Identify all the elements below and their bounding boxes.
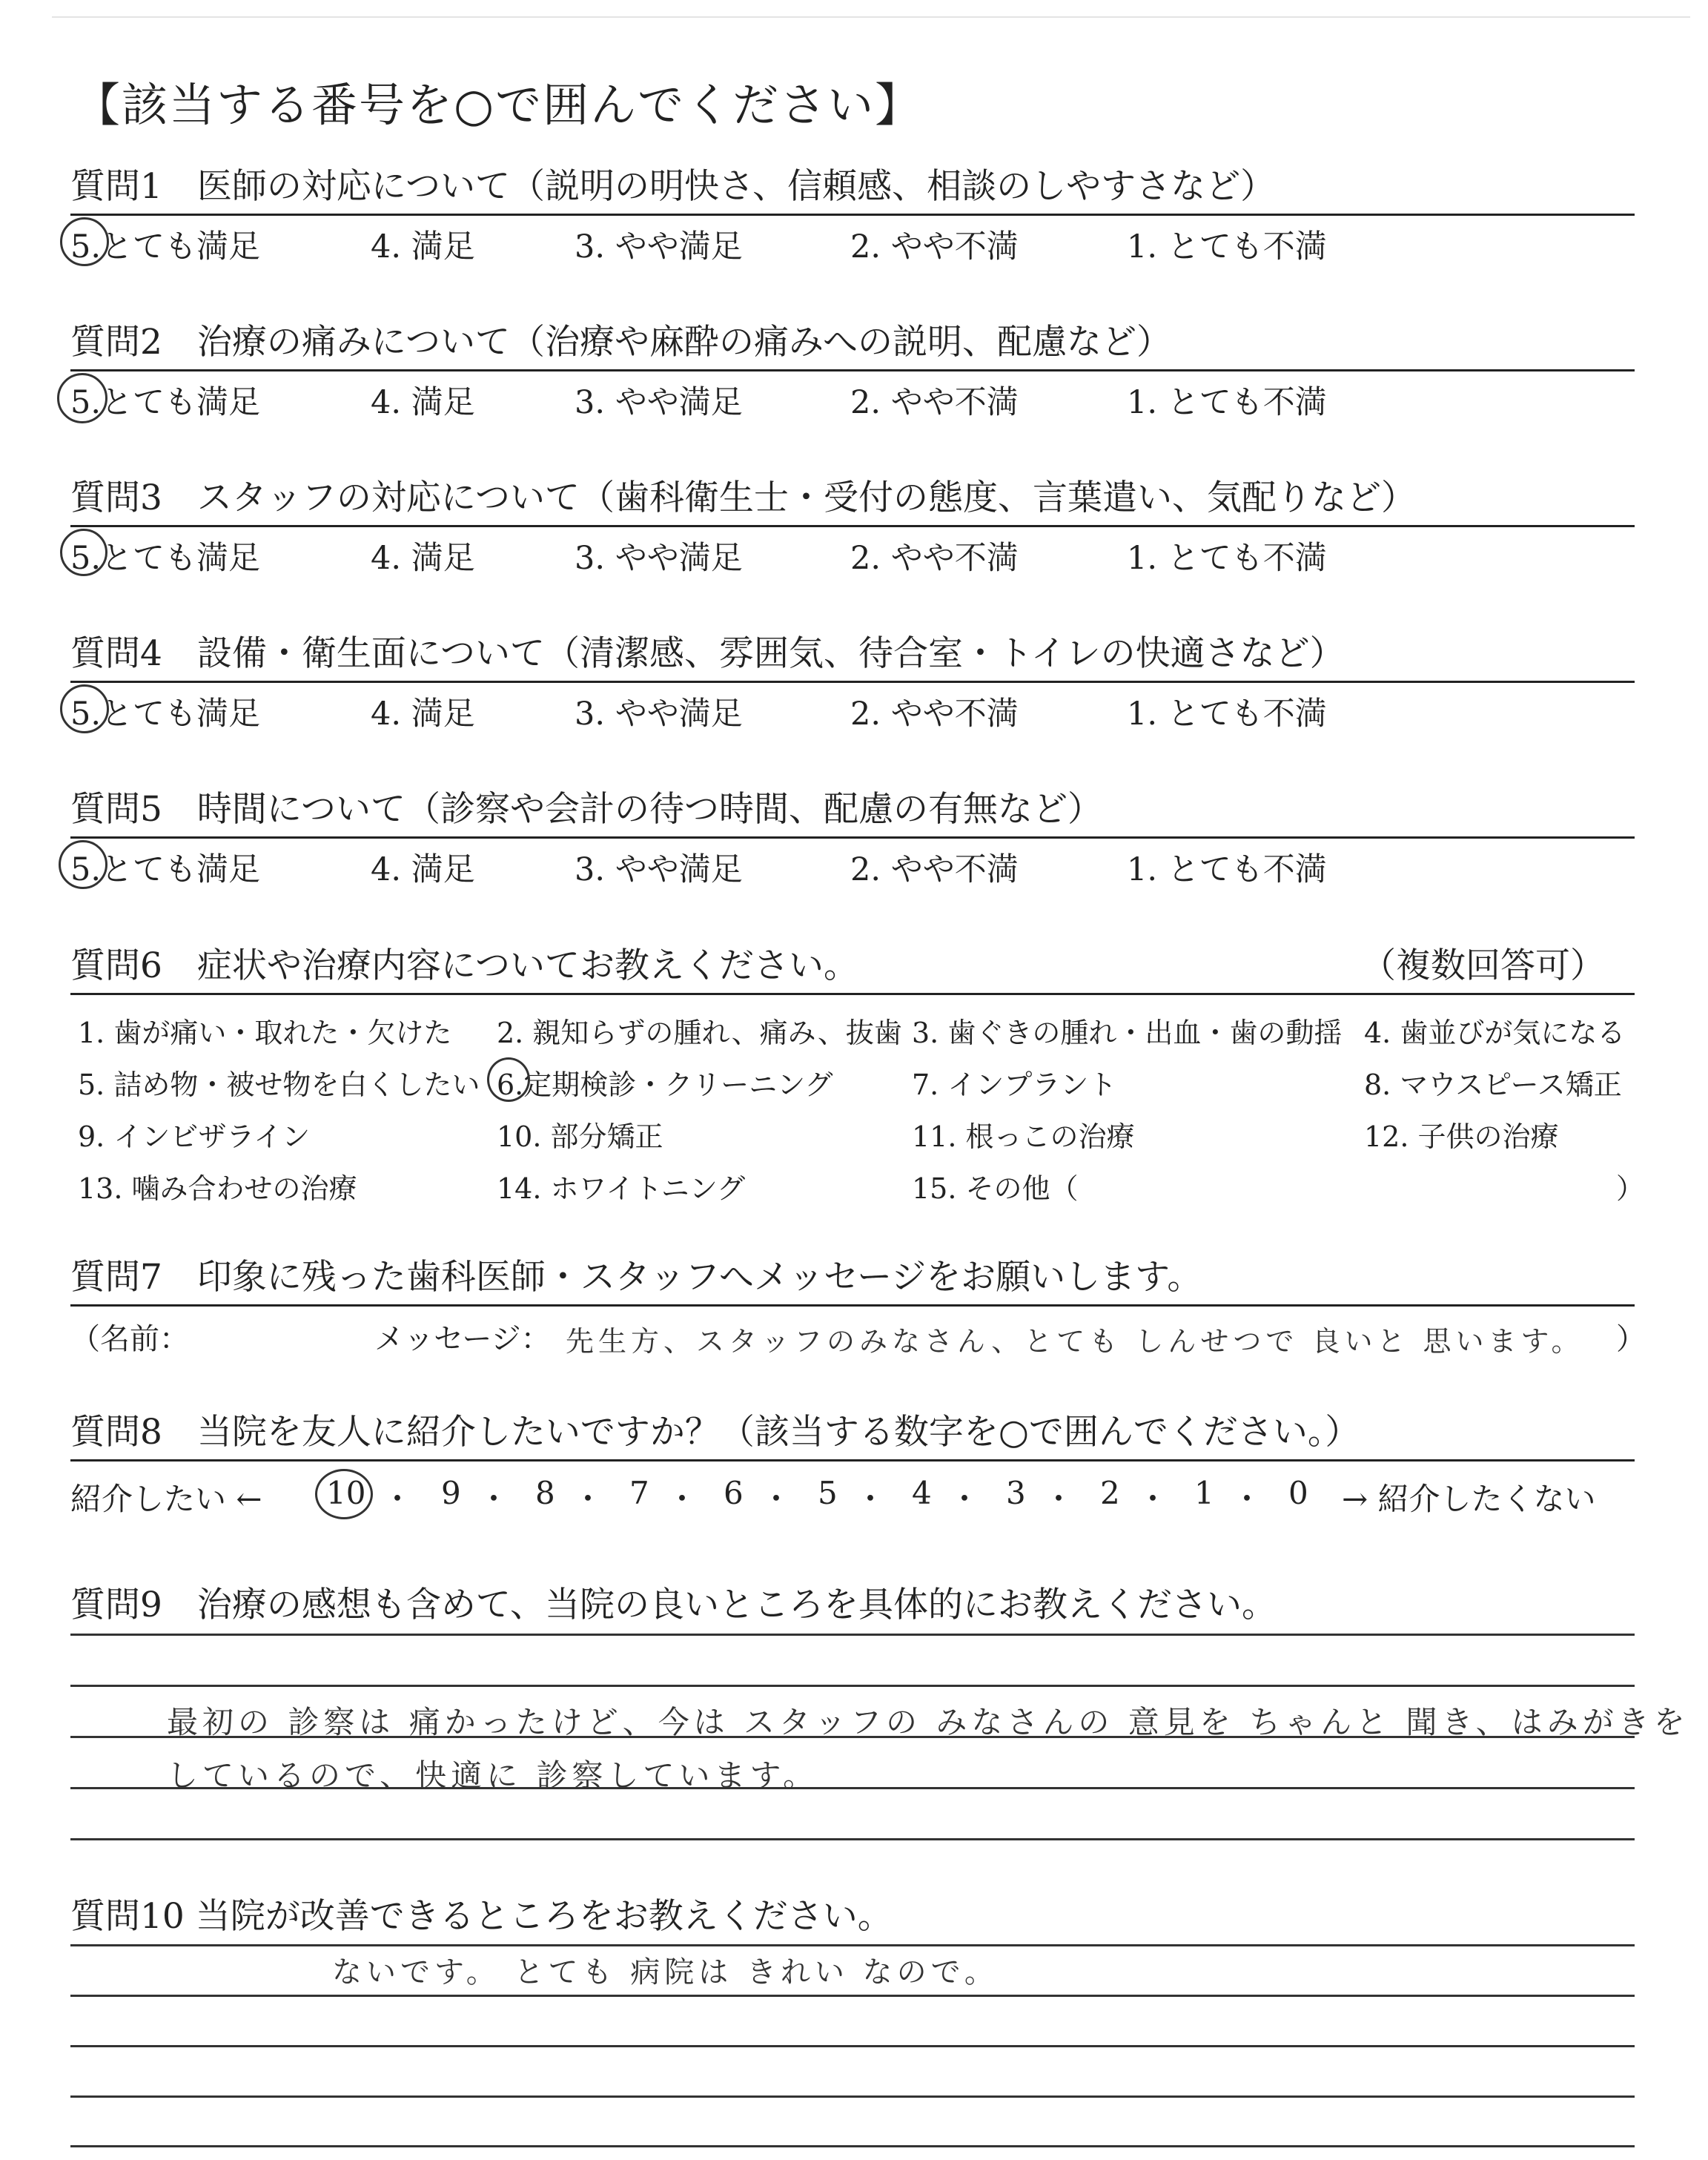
question-title [70, 944, 1635, 988]
rating-option-4[interactable]: 4. 満足 [371, 540, 475, 577]
answer-line [70, 2145, 1635, 2147]
symptom-option-6[interactable]: 6.定期検診・クリーニング [497, 1069, 833, 1101]
symptom-option-3[interactable]: 3. 歯ぐきの腫れ・出血・歯の動揺 [912, 1017, 1343, 1049]
question-title: 質問7 印象に残った歯科医師・スタッフへメッセージをお願いします。 [70, 1257, 1202, 1298]
rating-option-2[interactable]: 2. やや不満 [850, 851, 1019, 888]
question-1 [70, 165, 1635, 268]
scale-separator: ・ [761, 1481, 792, 1517]
rating-option-2[interactable]: 2. やや不満 [850, 540, 1019, 577]
question-divider [70, 369, 1635, 371]
rating-option-4[interactable]: 4. 満足 [371, 228, 475, 265]
rating-option-5[interactable]: 5.とても満足 [70, 851, 261, 888]
rating-option-3[interactable]: 3. やや満足 [575, 540, 743, 577]
question-title: 質問10 当院が改善できるところをお教えください。 [70, 1896, 893, 1937]
rating-options [70, 689, 1635, 735]
question-divider [70, 1459, 1635, 1462]
rating-options [70, 377, 1635, 423]
handwritten-answer-line: 最初の 診察は 痛かったけど、今は スタッフの みなさんの 意見を ちゃんと 聞き、はみがきを [167, 1704, 1689, 1740]
scale-separator: ・ [382, 1481, 414, 1517]
rating-option-1[interactable]: 1. とても不満 [1127, 384, 1327, 421]
symptom-option-11[interactable]: 11. 根っこの治療 [912, 1120, 1135, 1153]
question-2 [70, 320, 1635, 423]
answer-line [70, 1685, 1635, 1687]
rating-option-5[interactable]: 5.とても満足 [70, 696, 261, 733]
answer-line [70, 1634, 1635, 1636]
question-divider [70, 993, 1635, 995]
symptom-option-14[interactable]: 14. ホワイトニング [497, 1172, 746, 1205]
message-close-paren: ） [1616, 1322, 1646, 1356]
handwritten-answer-line: ないです。 とても 病院は きれい なので。 [332, 1955, 999, 1989]
rating-option-4[interactable]: 4. 満足 [371, 696, 475, 733]
rating-option-2[interactable]: 2. やや不満 [850, 384, 1019, 421]
scale-separator: ・ [478, 1481, 510, 1517]
scale-separator: ・ [949, 1481, 981, 1517]
selection-circle-mark [57, 373, 107, 423]
scale-separator: ・ [666, 1481, 698, 1517]
rating-option-4[interactable]: 4. 満足 [371, 851, 475, 888]
selection-circle-mark [60, 217, 109, 266]
question-title-text: 質問6 症状や治療内容についてお教えください。 [70, 945, 858, 986]
scale-value-6[interactable]: 6 [724, 1475, 744, 1511]
scale-value-4[interactable]: 4 [912, 1475, 932, 1511]
rating-option-1[interactable]: 1. とても不満 [1127, 228, 1327, 265]
scale-value-8[interactable]: 8 [535, 1475, 555, 1511]
rating-option-5[interactable]: 5.とても満足 [70, 384, 261, 421]
selection-circle-mark [315, 1469, 373, 1519]
symptom-option-15[interactable]: 15. その他（ [912, 1172, 1079, 1205]
question-9 [70, 1583, 1635, 1628]
symptom-option-1[interactable]: 1. 歯が痛い・取れた・欠けた [78, 1017, 452, 1049]
rating-option-2[interactable]: 2. やや不満 [850, 696, 1019, 733]
symptom-option-13[interactable]: 13. 噛み合わせの治療 [78, 1172, 357, 1205]
scale-value-3[interactable]: 3 [1006, 1475, 1026, 1511]
handwritten-answer-line: しているので、快適に 診察しています。 [167, 1757, 819, 1794]
question-5 [70, 787, 1635, 891]
name-label: （名前： [70, 1322, 189, 1356]
rating-option-3[interactable]: 3. やや満足 [575, 851, 743, 888]
question-6 [70, 944, 1645, 1218]
rating-option-3[interactable]: 3. やや満足 [575, 228, 743, 265]
scale-value-2[interactable]: 2 [1100, 1475, 1120, 1511]
message-label: メッセージ： [374, 1322, 551, 1356]
question-title: 質問2 治療の痛みについて（治療や麻酔の痛みへの説明、配慮など） [70, 322, 1172, 363]
question-3 [70, 476, 1635, 579]
scale-separator: ・ [1043, 1481, 1075, 1517]
message-row [70, 1307, 1646, 1358]
selection-circle-mark [60, 684, 109, 733]
selection-circle-mark [60, 529, 107, 576]
question-7 [70, 1255, 1646, 1358]
page-heading: 【該当する番号を○で囲んでください】 [74, 78, 923, 132]
answer-line [70, 1944, 1635, 1946]
rating-option-5[interactable]: 5.とても満足 [70, 540, 261, 577]
rating-option-1[interactable]: 1. とても不満 [1127, 696, 1327, 733]
recommend-scale [70, 1469, 1635, 1521]
multiple-answer-note: （複数回答可） [1361, 945, 1605, 986]
question-8 [70, 1410, 1635, 1521]
answer-line [70, 1838, 1635, 1840]
scale-left-label: 紹介したい ← [70, 1481, 262, 1517]
rating-options [70, 222, 1635, 268]
question-4 [70, 632, 1635, 735]
rating-option-2[interactable]: 2. やや不満 [850, 228, 1019, 265]
rating-options [70, 845, 1635, 891]
rating-option-1[interactable]: 1. とても不満 [1127, 851, 1327, 888]
scale-separator: ・ [1137, 1481, 1169, 1517]
question-divider [70, 525, 1635, 527]
symptom-option-12[interactable]: 12. 子供の治療 [1364, 1120, 1559, 1153]
rating-option-1[interactable]: 1. とても不満 [1127, 540, 1327, 577]
scale-separator: ・ [1231, 1481, 1263, 1517]
symptom-option-5[interactable]: 5. 詰め物・被せ物を白くしたい [78, 1069, 480, 1101]
answer-line [70, 2045, 1635, 2047]
symptom-option-10[interactable]: 10. 部分矯正 [497, 1120, 663, 1153]
question-10 [70, 1895, 1635, 1939]
question-title: 質問3 スタッフの対応について（歯科衛生士・受付の態度、言葉遣い、気配りなど） [70, 478, 1416, 518]
question-title: 質問4 設備・衛生面について（清潔感、雰囲気、待合室・トイレの快適さなど） [70, 633, 1345, 674]
answer-line [70, 2095, 1635, 2098]
question-divider [70, 681, 1635, 683]
symptom-option-4[interactable]: 4. 歯並びが気になる [1364, 1017, 1626, 1049]
rating-option-3[interactable]: 3. やや満足 [575, 696, 743, 733]
symptom-option-9[interactable]: 9. インビザライン [78, 1120, 311, 1153]
scale-value-10[interactable]: 10 [326, 1475, 366, 1511]
rating-option-5[interactable]: 5.とても満足 [70, 228, 261, 265]
rating-option-4[interactable]: 4. 満足 [371, 384, 475, 421]
scale-value-7[interactable]: 7 [629, 1475, 649, 1511]
handwritten-message: 先生方、スタッフのみなさん、とても しんせつで 良いと 思います。 [566, 1325, 1584, 1358]
symptom-option-2[interactable]: 2. 親知らずの腫れ、痛み、抜歯 [497, 1017, 902, 1049]
question-title: 質問5 時間について（診察や会計の待つ時間、配慮の有無など） [70, 789, 1102, 830]
question-title: 質問1 医師の対応について（説明の明快さ、信頼感、相談のしやすさなど） [70, 166, 1276, 207]
symptom-option-7[interactable]: 7. インプラント [912, 1069, 1117, 1101]
question-title: 質問8 当院を友人に紹介したいですか？（該当する数字を○で囲んでください。） [70, 1412, 1360, 1453]
scale-right-label: → 紹介したくない [1342, 1481, 1596, 1517]
other-close-paren: ） [1616, 1172, 1645, 1205]
symptom-option-8[interactable]: 8. マウスピース矯正 [1364, 1069, 1622, 1101]
scale-value-5[interactable]: 5 [818, 1475, 838, 1511]
rating-options [70, 533, 1635, 579]
rating-option-3[interactable]: 3. やや満足 [575, 384, 743, 421]
scale-value-9[interactable]: 9 [441, 1475, 461, 1511]
question-divider [70, 214, 1635, 216]
top-divider [52, 16, 1690, 18]
question-title: 質問9 治療の感想も含めて、当院の良いところを具体的にお教えください。 [70, 1585, 1277, 1625]
selection-circle-mark [59, 840, 107, 889]
symptom-options [70, 1003, 1645, 1218]
scale-value-1[interactable]: 1 [1194, 1475, 1214, 1511]
answer-line [70, 1995, 1635, 1997]
selection-circle-mark [487, 1057, 530, 1102]
question-divider [70, 836, 1635, 839]
scale-separator: ・ [855, 1481, 887, 1517]
scale-value-0[interactable]: 0 [1288, 1475, 1308, 1511]
scale-separator: ・ [572, 1481, 604, 1517]
